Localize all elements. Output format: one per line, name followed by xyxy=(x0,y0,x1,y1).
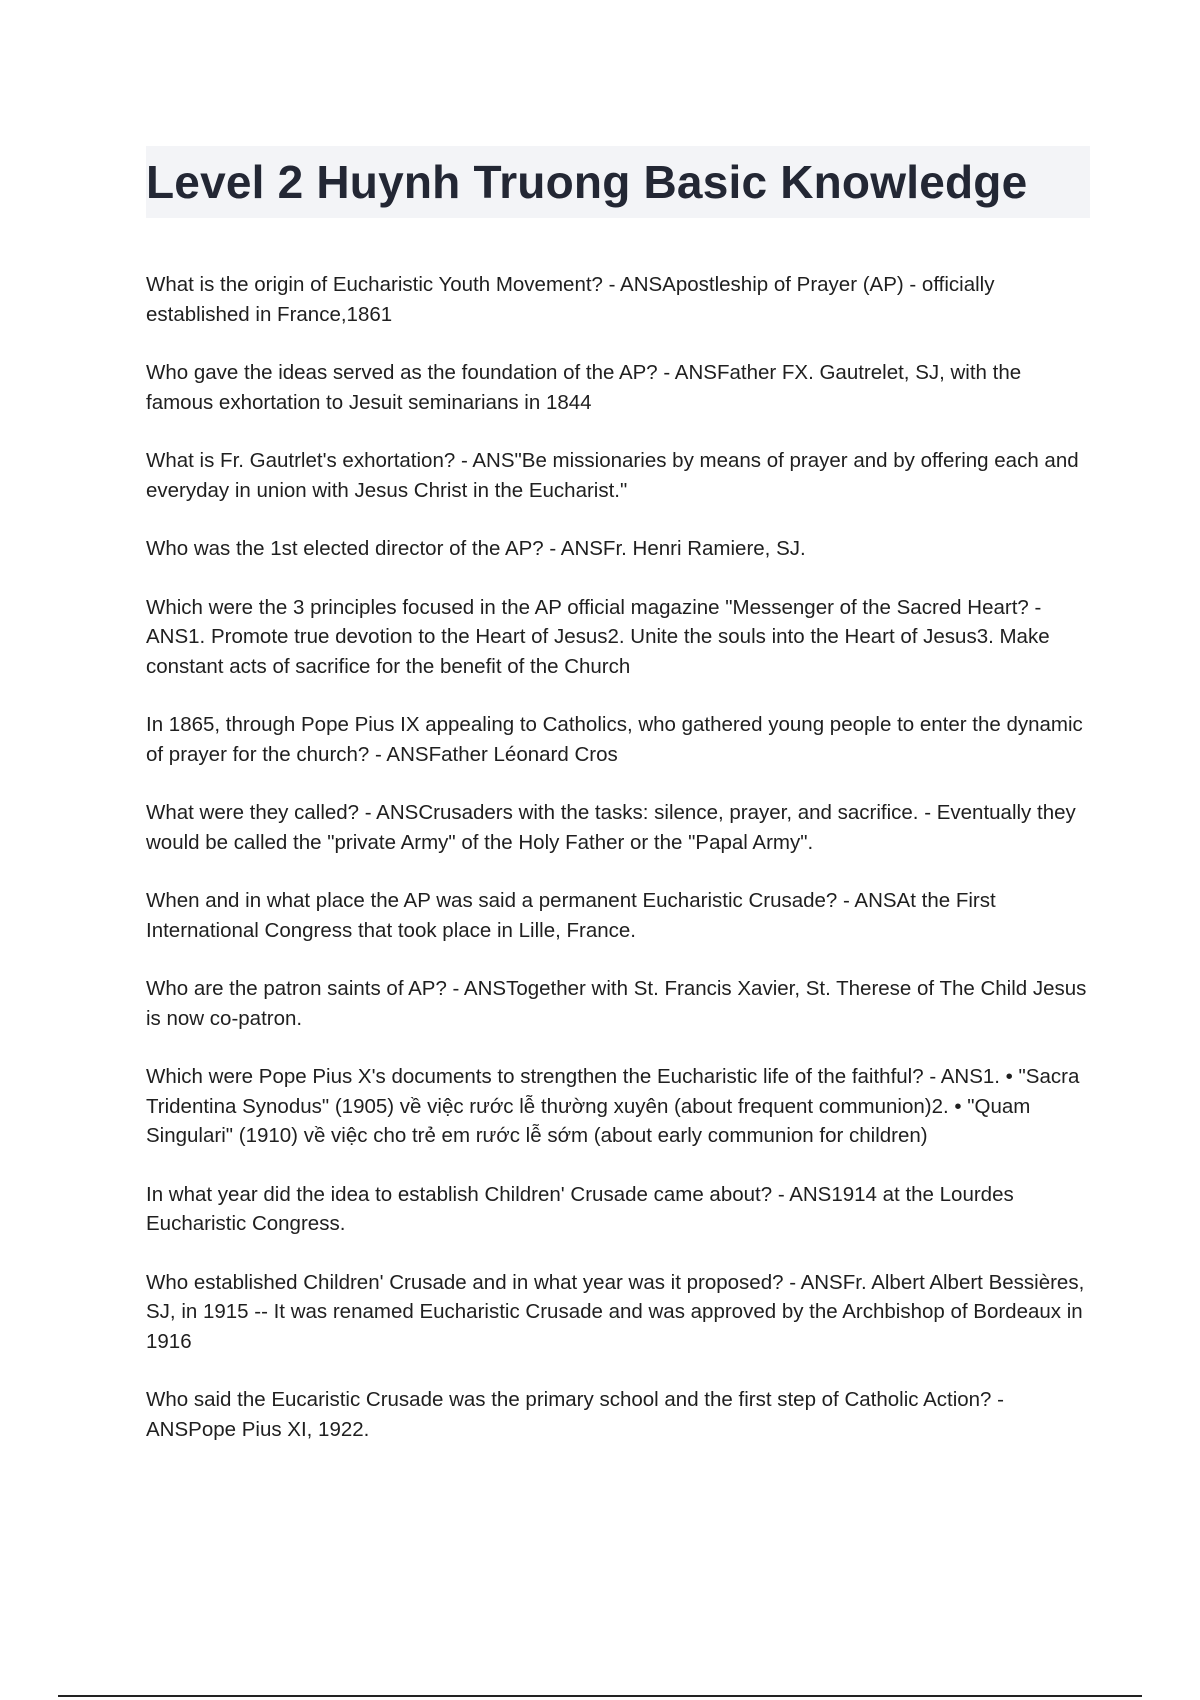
qa-item: What is Fr. Gautrlet's exhortation? - ANS"Be missionaries by means of prayer and by offering each and everyday in union with Jesus Christ in the Eucharist." xyxy=(146,449,1079,502)
qa-item: Which were Pope Pius X's documents to strengthen the Eucharistic life of the faithful? - ANS1. • "Sacra Tridentina Synodus" (1905) về việc rước lễ thường xuyên (about frequent communion)2. • "Quam Singulari" (1910) về việc cho trẻ em rước lễ sớm (about early communion for children) xyxy=(146,1065,1080,1147)
qa-item: In 1865, through Pope Pius IX appealing to Catholics, who gathered young people to enter the dynamic of prayer for the church? - ANSFather Léonard Cros xyxy=(146,713,1083,766)
qa-item: Which were the 3 principles focused in the AP official magazine "Messenger of the Sacred Heart? - ANS1. Promote true devotion to the Heart of Jesus2. Unite the souls into the Heart of Jesus3. Make constant acts of sacrifice for the benefit of the Church xyxy=(146,595,1050,678)
qa-item: What were they called? - ANSCrusaders with the tasks: silence, prayer, and sacrifice. - Eventually they would be called the "private Army" of the Holy Father or the "Papal Army". xyxy=(146,801,1076,854)
qa-item: Who established Children' Crusade and in what year was it proposed? - ANSFr. Albert Albert Bessières, SJ, in 1915 -- It was renamed Eucharistic Crusade and was approved by the Archbishop of Bordeaux in 1916 xyxy=(146,1270,1085,1353)
bottom-rule xyxy=(58,1695,1142,1697)
qa-item: In what year did the idea to establish Children' Crusade came about? - ANS1914 at the Lourdes Eucharistic Congress. xyxy=(146,1182,1014,1235)
qa-list xyxy=(146,270,1090,1473)
qa-item: Who are the patron saints of AP? - ANSTogether with St. Francis Xavier, St. Therese of The Child Jesus is now co-patron. xyxy=(146,977,1087,1030)
qa-item: Who gave the ideas served as the foundation of the AP? - ANSFather FX. Gautrelet, SJ, with the famous exhortation to Jesuit seminarians in 1844 xyxy=(146,361,1022,414)
qa-item: When and in what place the AP was said a permanent Eucharistic Crusade? - ANSAt the First International Congress that took place in Lille, France. xyxy=(146,889,996,942)
page-title: Level 2 Huynh Truong Basic Knowledge xyxy=(146,156,1028,208)
qa-item: What is the origin of Eucharistic Youth Movement? - ANSApostleship of Prayer (AP) - officially established in France,1861 xyxy=(146,273,995,326)
qa-item: Who was the 1st elected director of the AP? - ANSFr. Henri Ramiere, SJ. xyxy=(146,537,806,560)
qa-item: Who said the Eucaristic Crusade was the primary school and the first step of Catholic Action? - ANSPope Pius XI, 1922. xyxy=(146,1388,1004,1441)
